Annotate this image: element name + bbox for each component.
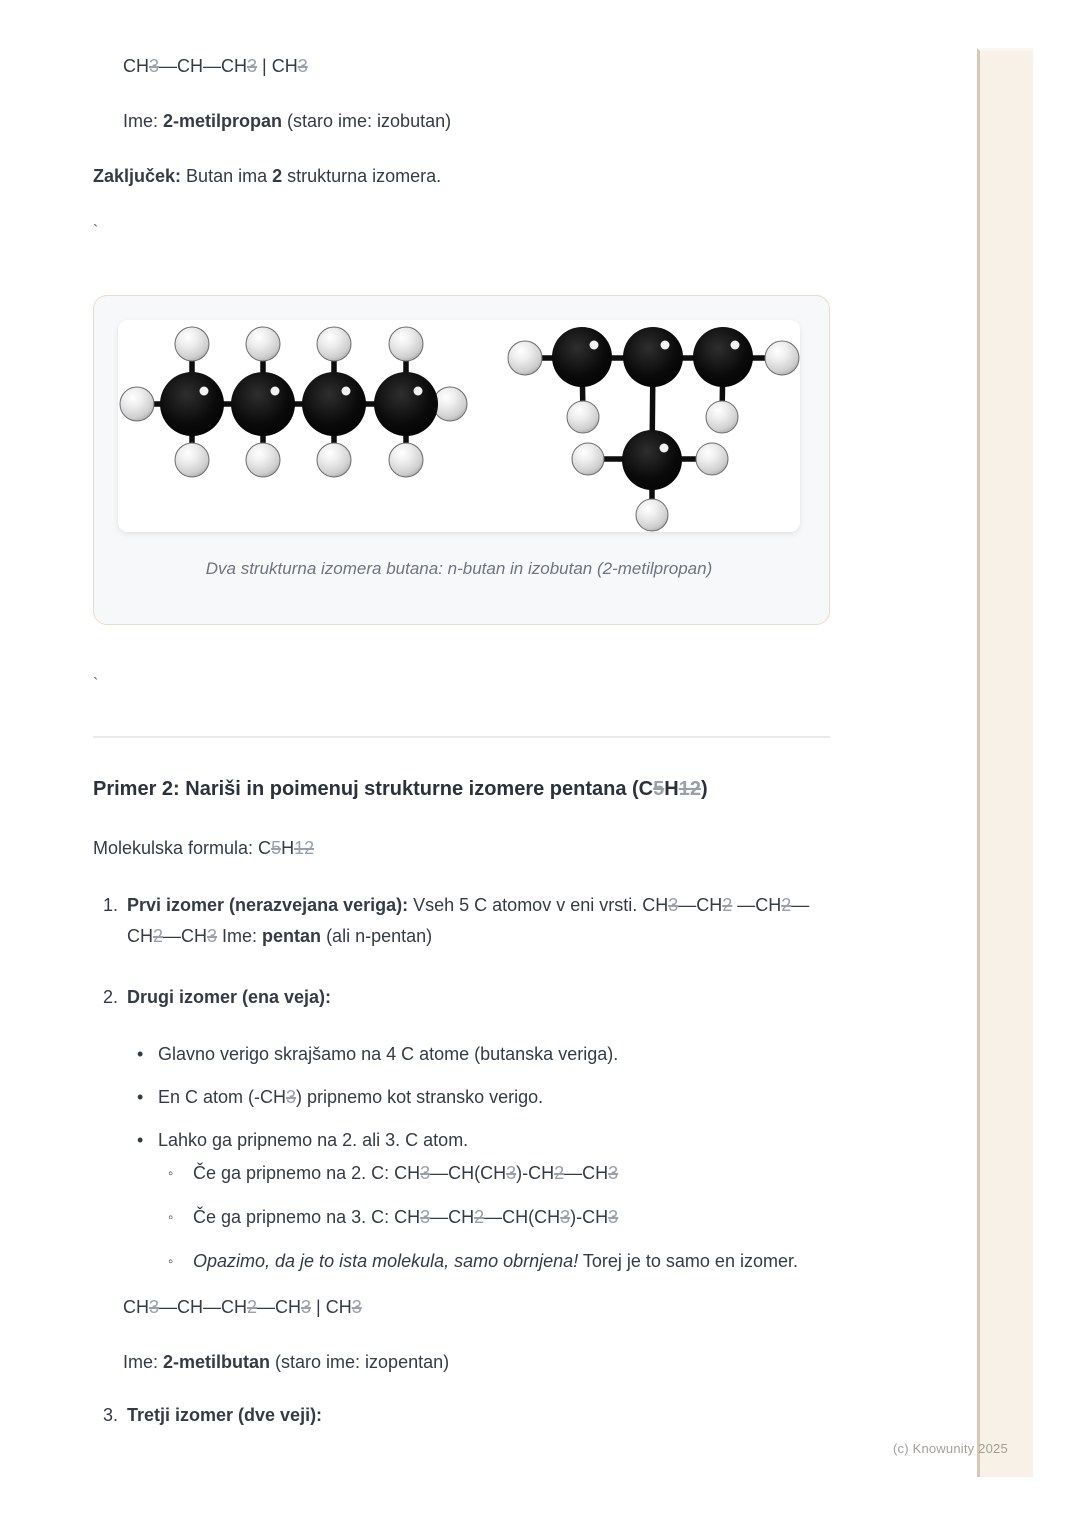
bullet-icon: •	[137, 1130, 144, 1150]
list-item-1	[93, 890, 830, 952]
backtick-line: `	[93, 223, 99, 240]
name-line-isobutane: Ime: 2-metilpropan (staro ime: izobutan)	[123, 111, 452, 131]
decorative-ribbon	[977, 48, 1033, 1477]
sub-bullet-item	[168, 1202, 830, 1233]
sub-bullet-item	[168, 1158, 830, 1189]
molecule-image	[118, 320, 800, 532]
document-content	[93, 51, 830, 1461]
list-item-3	[93, 1400, 830, 1431]
watermark: (c) Knowunity 2025	[893, 1441, 1008, 1456]
section-divider	[93, 736, 830, 738]
molecule-figure	[118, 320, 800, 532]
sub-bullet-text: Če ga pripnemo na 2. C: CH3—CH(CH3)-CH2—CH3	[193, 1163, 619, 1183]
section-heading: Primer 2: Nariši in poimenuj strukturne izomere pentana (C5H12)	[93, 778, 708, 800]
sub-bullet-text: Opazimo, da je to ista molekula, samo obrnjena! Torej je to samo en izomer.	[193, 1251, 798, 1271]
circle-bullet-icon: ◦	[168, 1165, 174, 1182]
list-number: 2.	[103, 987, 119, 1007]
bullet-list	[127, 1039, 830, 1277]
molecular-formula-line: Molekulska formula: C5H12	[93, 838, 315, 858]
sub-bullet-list	[168, 1158, 830, 1277]
figure-caption: Dva strukturna izomera butana: n-butan in izobutan (2-metilpropan)	[205, 559, 713, 578]
list-number: 3.	[103, 1405, 119, 1425]
circle-bullet-icon: ◦	[168, 1209, 174, 1226]
bullet-item	[127, 1125, 830, 1277]
bullet-icon: •	[137, 1044, 144, 1064]
list-number: 1.	[103, 895, 119, 915]
backtick-line: `	[93, 676, 99, 693]
list-item-2	[93, 982, 830, 1277]
bullet-item	[127, 1039, 830, 1070]
figure-card	[93, 295, 830, 625]
list-item-text: Prvi izomer (nerazvejana veriga): Vseh 5 C atomov v eni vrsti. CH3—CH2 —CH2—CH2—CH3 Ime: pentan (ali n-pentan)	[127, 895, 810, 946]
list-item-label: Drugi izomer (ena veja):	[127, 987, 332, 1007]
formula-line-methylbutane: CH3—CH—CH2—CH3 | CH3	[123, 1297, 362, 1317]
isobutane-model	[508, 327, 799, 531]
bullet-text	[158, 1125, 830, 1277]
bullet-label: Lahko ga pripnemo na 2. ali 3. C atom.	[158, 1130, 469, 1150]
sub-bullet-item	[168, 1246, 830, 1277]
bullet-text: Glavno verigo skrajšamo na 4 C atome (butanska veriga).	[158, 1044, 619, 1064]
name-line-methylbutane: Ime: 2-metilbutan (staro ime: izopentan)	[123, 1352, 450, 1372]
list-item-text: Tretji izomer (dve veji):	[127, 1405, 323, 1425]
bullet-item	[127, 1082, 830, 1113]
conclusion-line: Zaključek: Butan ima 2 strukturna izomera.	[93, 166, 442, 186]
bullet-text: En C atom (-CH3) pripnemo kot stransko verigo.	[158, 1087, 544, 1107]
n-butane-model	[120, 327, 467, 477]
formula-line-isobutane: CH3—CH—CH3 | CH3	[123, 56, 308, 76]
list-item-text	[127, 982, 830, 1277]
circle-bullet-icon: ◦	[168, 1253, 174, 1270]
sub-bullet-text: Če ga pripnemo na 3. C: CH3—CH2—CH(CH3)-CH3	[193, 1207, 619, 1227]
bullet-icon: •	[137, 1087, 144, 1107]
